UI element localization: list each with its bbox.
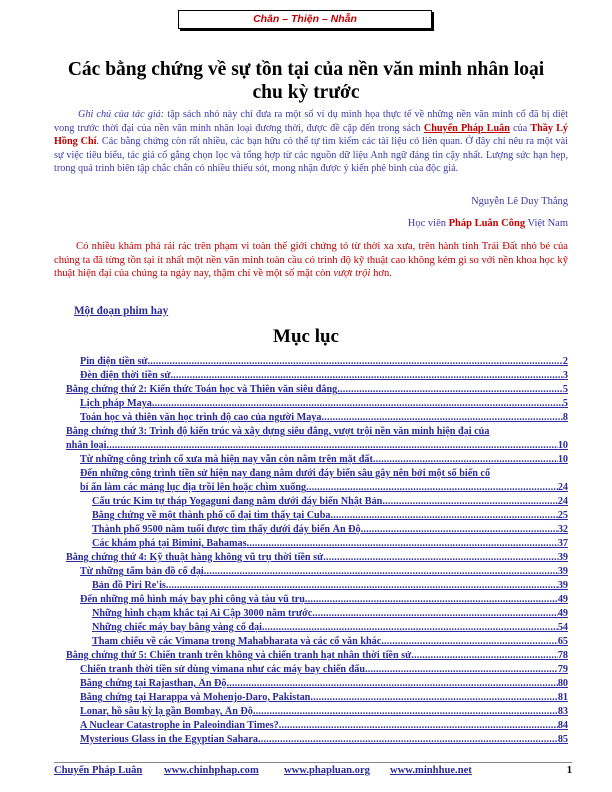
toc-entry-page: 49 (557, 608, 568, 619)
footer-site-link[interactable]: www.minhhue.net (390, 765, 472, 776)
toc-entry-text: Đến những mô hình máy bay phi công và tàu vũ trụ (80, 594, 305, 605)
toc-entry-text: Các khám phá tại Bimini, Bahamas (92, 538, 247, 549)
toc-entry-page: 84 (557, 720, 568, 731)
note-lead: Ghi chú của tác giả: (78, 109, 165, 120)
toc-entry-page: 5 (562, 398, 568, 409)
film-link[interactable]: Một đoạn phim hay (74, 305, 169, 317)
toc-entry-page: 54 (557, 622, 568, 633)
toc-entry-page: 65 (557, 636, 568, 647)
role-bold: Pháp Luân Công (448, 218, 526, 229)
toc-dots (305, 594, 558, 605)
title-line-1: Các bằng chứng về sự tồn tại của nền văn minh nhân loại (67, 59, 545, 80)
toc-entry-text: Bằng chứng tại Rajasthan, Ấn Độ (80, 678, 227, 689)
toc-entry[interactable] (92, 580, 568, 591)
toc-entry[interactable] (80, 370, 568, 381)
toc-entry-page: 81 (557, 692, 568, 703)
toc-entry[interactable] (92, 636, 568, 647)
toc-entry[interactable] (92, 524, 568, 535)
toc-entry[interactable] (80, 734, 568, 745)
footer-site-link[interactable]: www.phapluan.org (284, 765, 370, 776)
toc-entry[interactable] (80, 594, 568, 605)
toc-entry[interactable] (80, 692, 568, 703)
toc-entry[interactable] (80, 398, 568, 409)
toc-entry[interactable] (66, 552, 568, 563)
toc-dots (323, 552, 558, 563)
toc-entry-text: Bằng chứng thứ 4: Kỹ thuật hàng không vũ trụ thời tiền sử (66, 552, 324, 563)
toc-entry-page: 39 (557, 580, 568, 591)
toc-dots (279, 720, 558, 731)
page-number: 1 (566, 765, 572, 776)
toc-entry[interactable] (92, 538, 568, 549)
intro-paragraph (54, 240, 568, 281)
toc-entry-text: Bằng chứng về một thành phố cổ đại tìm thấy tại Cuba (92, 510, 331, 521)
toc-dots (411, 650, 558, 661)
toc-entry-page: 3 (562, 370, 568, 381)
footer-book-link[interactable]: Chuyển Pháp Luân (54, 765, 143, 776)
toc-dots (247, 538, 558, 549)
toc-entry[interactable] (80, 356, 568, 367)
toc-dots (361, 524, 558, 535)
toc-entry-text: Bằng chứng thứ 2: Kiến thức Toán học và Thiên văn siêu đẳng (66, 384, 338, 395)
toc-entry[interactable] (80, 706, 568, 717)
toc-entry[interactable] (80, 454, 568, 465)
toc-entry-page: 80 (557, 678, 568, 689)
toc-dots (227, 678, 558, 689)
toc-dots (170, 370, 562, 381)
toc-dots (321, 412, 562, 423)
toc-entry-text: nhân loại (66, 440, 107, 451)
toc-entry-page: 8 (562, 412, 568, 423)
toc-entry-text: Bằng chứng tại Harappa và Mohenjo-Daro, Pakistan (80, 692, 311, 703)
toc-dots (253, 706, 558, 717)
note-text-3: . Các bằng chứng còn rất nhiều, các bạn hữu có thể tự tìm kiếm các tài liệu có liên quan. Ở đây chỉ nêu ra một vài sự việc tiêu biểu, tác giả cố gắng chọn lọc và tổng hợp từ các nguồn dữ liệu Anh ngữ đáng tin cậy nhất. Lượng sức hạn hẹp, trong quá trình biên tập chắc chắn có nhiều thiếu sót, mong nhận được ý kiến phê bình của độc giả. (54, 136, 568, 174)
page-footer (54, 765, 572, 779)
role-suffix: Việt Nam (525, 218, 568, 229)
toc-entry-page: 39 (557, 552, 568, 563)
toc-dots (373, 454, 558, 465)
signature-role (408, 218, 568, 229)
header-banner: Chân – Thiện – Nhẫn (178, 10, 432, 29)
toc-entry-text: Chiến tranh thời tiền sử dùng vimana như các máy bay chiến đấu (80, 664, 366, 675)
toc-dots (382, 496, 557, 507)
toc-dots (312, 608, 558, 619)
toc-entry-page: 25 (557, 510, 568, 521)
toc-entry-text: Đèn điện thời tiền sử (80, 370, 171, 381)
author-name: Thầy Lý Hồng Chí (54, 122, 569, 147)
footer-site-link[interactable]: www.chinhphap.com (164, 765, 259, 776)
toc-entry[interactable] (66, 384, 568, 395)
toc-entry[interactable] (80, 678, 568, 689)
intro-italic: vượt trội (333, 268, 371, 280)
footer-divider (54, 762, 572, 763)
toc-heading: Mục lục (273, 326, 339, 347)
toc-entry[interactable] (80, 482, 568, 493)
author-note (54, 108, 568, 176)
toc-entry-text: Cấu trúc Kim tự tháp Yogaguni đang nằm dưới đáy biển Nhật Bản (92, 496, 383, 507)
toc-entry-text: Pin điện tiền sử (80, 356, 148, 367)
toc-entry-page: 24 (557, 496, 568, 507)
note-text-1: tập sách nhỏ này chỉ đưa ra một số ví dụ minh họa thực tế về những nền văn minh cổ đã bị diệt vong trước thời đại của nền văn minh nhân loại đương thời, được đề cập đến trong sách (54, 109, 569, 134)
toc-entry-page: 2 (562, 356, 568, 367)
toc-entry[interactable] (80, 468, 568, 479)
toc-dots (330, 510, 557, 521)
toc-dots (166, 580, 558, 591)
toc-dots (306, 482, 558, 493)
toc-entry[interactable] (66, 426, 568, 437)
toc-entry-page: 83 (557, 706, 568, 717)
toc-entry[interactable] (92, 622, 568, 633)
toc-entry-text: Toán học và thiên văn học trình độ cao của người Maya (80, 412, 322, 423)
role-prefix: Học viên (407, 218, 449, 229)
toc-entry-text: Từ những tấm bản đồ cổ đại (80, 566, 204, 577)
toc-dots (310, 692, 557, 703)
toc-entry-text: Mysterious Glass in the Egyptian Sahara (80, 734, 259, 745)
note-text-2: của (509, 122, 531, 134)
toc-entry-page: 85 (557, 734, 568, 745)
toc-entry[interactable] (66, 440, 568, 451)
toc-entry-text: Lịch pháp Maya (80, 398, 152, 409)
toc-entry-text: Bằng chứng thứ 5: Chiến tranh trên không và chiến tranh hạt nhân thời tiền sử (66, 650, 412, 661)
toc-entry-page: 10 (557, 454, 568, 465)
toc-dots (337, 384, 563, 395)
signature-name: Nguyễn Lê Duy Thắng (471, 196, 568, 207)
toc-entry[interactable] (66, 650, 568, 661)
toc-entry-text: Tham chiếu về các Vimana trong Mahabharata và các cổ văn khác (92, 636, 382, 647)
toc-dots (204, 566, 558, 577)
toc-dots (381, 636, 558, 647)
toc-entry-page: 10 (557, 440, 568, 451)
toc-dots (365, 664, 558, 675)
toc-entry[interactable] (80, 720, 568, 731)
toc-entry[interactable] (80, 566, 568, 577)
toc-entry-text: Thành phố 9500 năm tuổi được tìm thấy dưới đáy biển Ấn Độ (92, 524, 361, 535)
toc-entry-text: Những hình chạm khắc tại Ai Cập 3000 năm trước (92, 608, 313, 619)
toc-entry-page: 32 (557, 524, 568, 535)
toc-entry-page: 5 (562, 384, 568, 395)
toc-entry-text: Đến những công trình tiền sử hiện nay đang nằm dưới đáy biển sâu gây nên bởi một số biến cố (80, 468, 491, 479)
intro-text-1: Có nhiều khám phá rải rác trên phạm vi toàn thế giới chứng tỏ từ thời xa xưa, trên hành tinh Trái Đất nhỏ bé của chúng ta đã từng tồn tại ít nhất một nền văn minh toàn cầu có trình độ kỹ thuật cao không kém gì so với nền khoa học kỹ thuật hiện đại của chúng ta ngày nay, thậm chí về một số mặt còn (54, 241, 568, 280)
toc-entry[interactable] (92, 510, 568, 521)
toc-entry-text: Từ những công trình cổ xưa mà hiện nay vẫn còn nằm trên mặt đất (80, 454, 373, 465)
toc-entry[interactable] (80, 412, 568, 423)
toc-entry-page: 79 (557, 664, 568, 675)
toc-entry-page: 37 (557, 538, 568, 549)
toc-dots (152, 398, 563, 409)
toc-dots (148, 356, 563, 367)
toc-entry-text: Những chiếc máy bay bằng vàng cổ đại (92, 622, 262, 633)
toc-dots (107, 440, 558, 451)
toc-entry[interactable] (92, 496, 568, 507)
toc-entry-page: 49 (557, 594, 568, 605)
toc-entry-text: A Nuclear Catastrophe in Paleoindian Times? (80, 720, 279, 731)
toc-dots (258, 734, 558, 745)
toc-entry[interactable] (92, 608, 568, 619)
toc-entry-text: bí ẩn làm các mảng lục địa trồi lên hoặc chìm xuống (80, 482, 307, 493)
title-line-2: chu kỳ trước (252, 82, 360, 103)
toc-entry-page: 24 (557, 482, 568, 493)
document-title (40, 58, 572, 104)
toc-entry[interactable] (80, 664, 568, 675)
toc-dots (262, 622, 558, 633)
intro-text-2: hơn. (370, 268, 392, 280)
book-link[interactable]: Chuyển Pháp Luân (423, 122, 510, 134)
toc-entry-text: Lonar, hồ sâu kỳ lạ gần Bombay, Ấn Độ (80, 706, 253, 717)
toc-entry-page: 39 (557, 566, 568, 577)
toc-entry-text: Bằng chứng thứ 3: Trình độ kiến trúc và xây dựng siêu đẳng, vượt trội nền văn minh hiện đại của (66, 426, 490, 437)
toc-entry-page: 78 (557, 650, 568, 661)
toc-entry-text: Bản đồ Piri Re'is (92, 580, 166, 591)
